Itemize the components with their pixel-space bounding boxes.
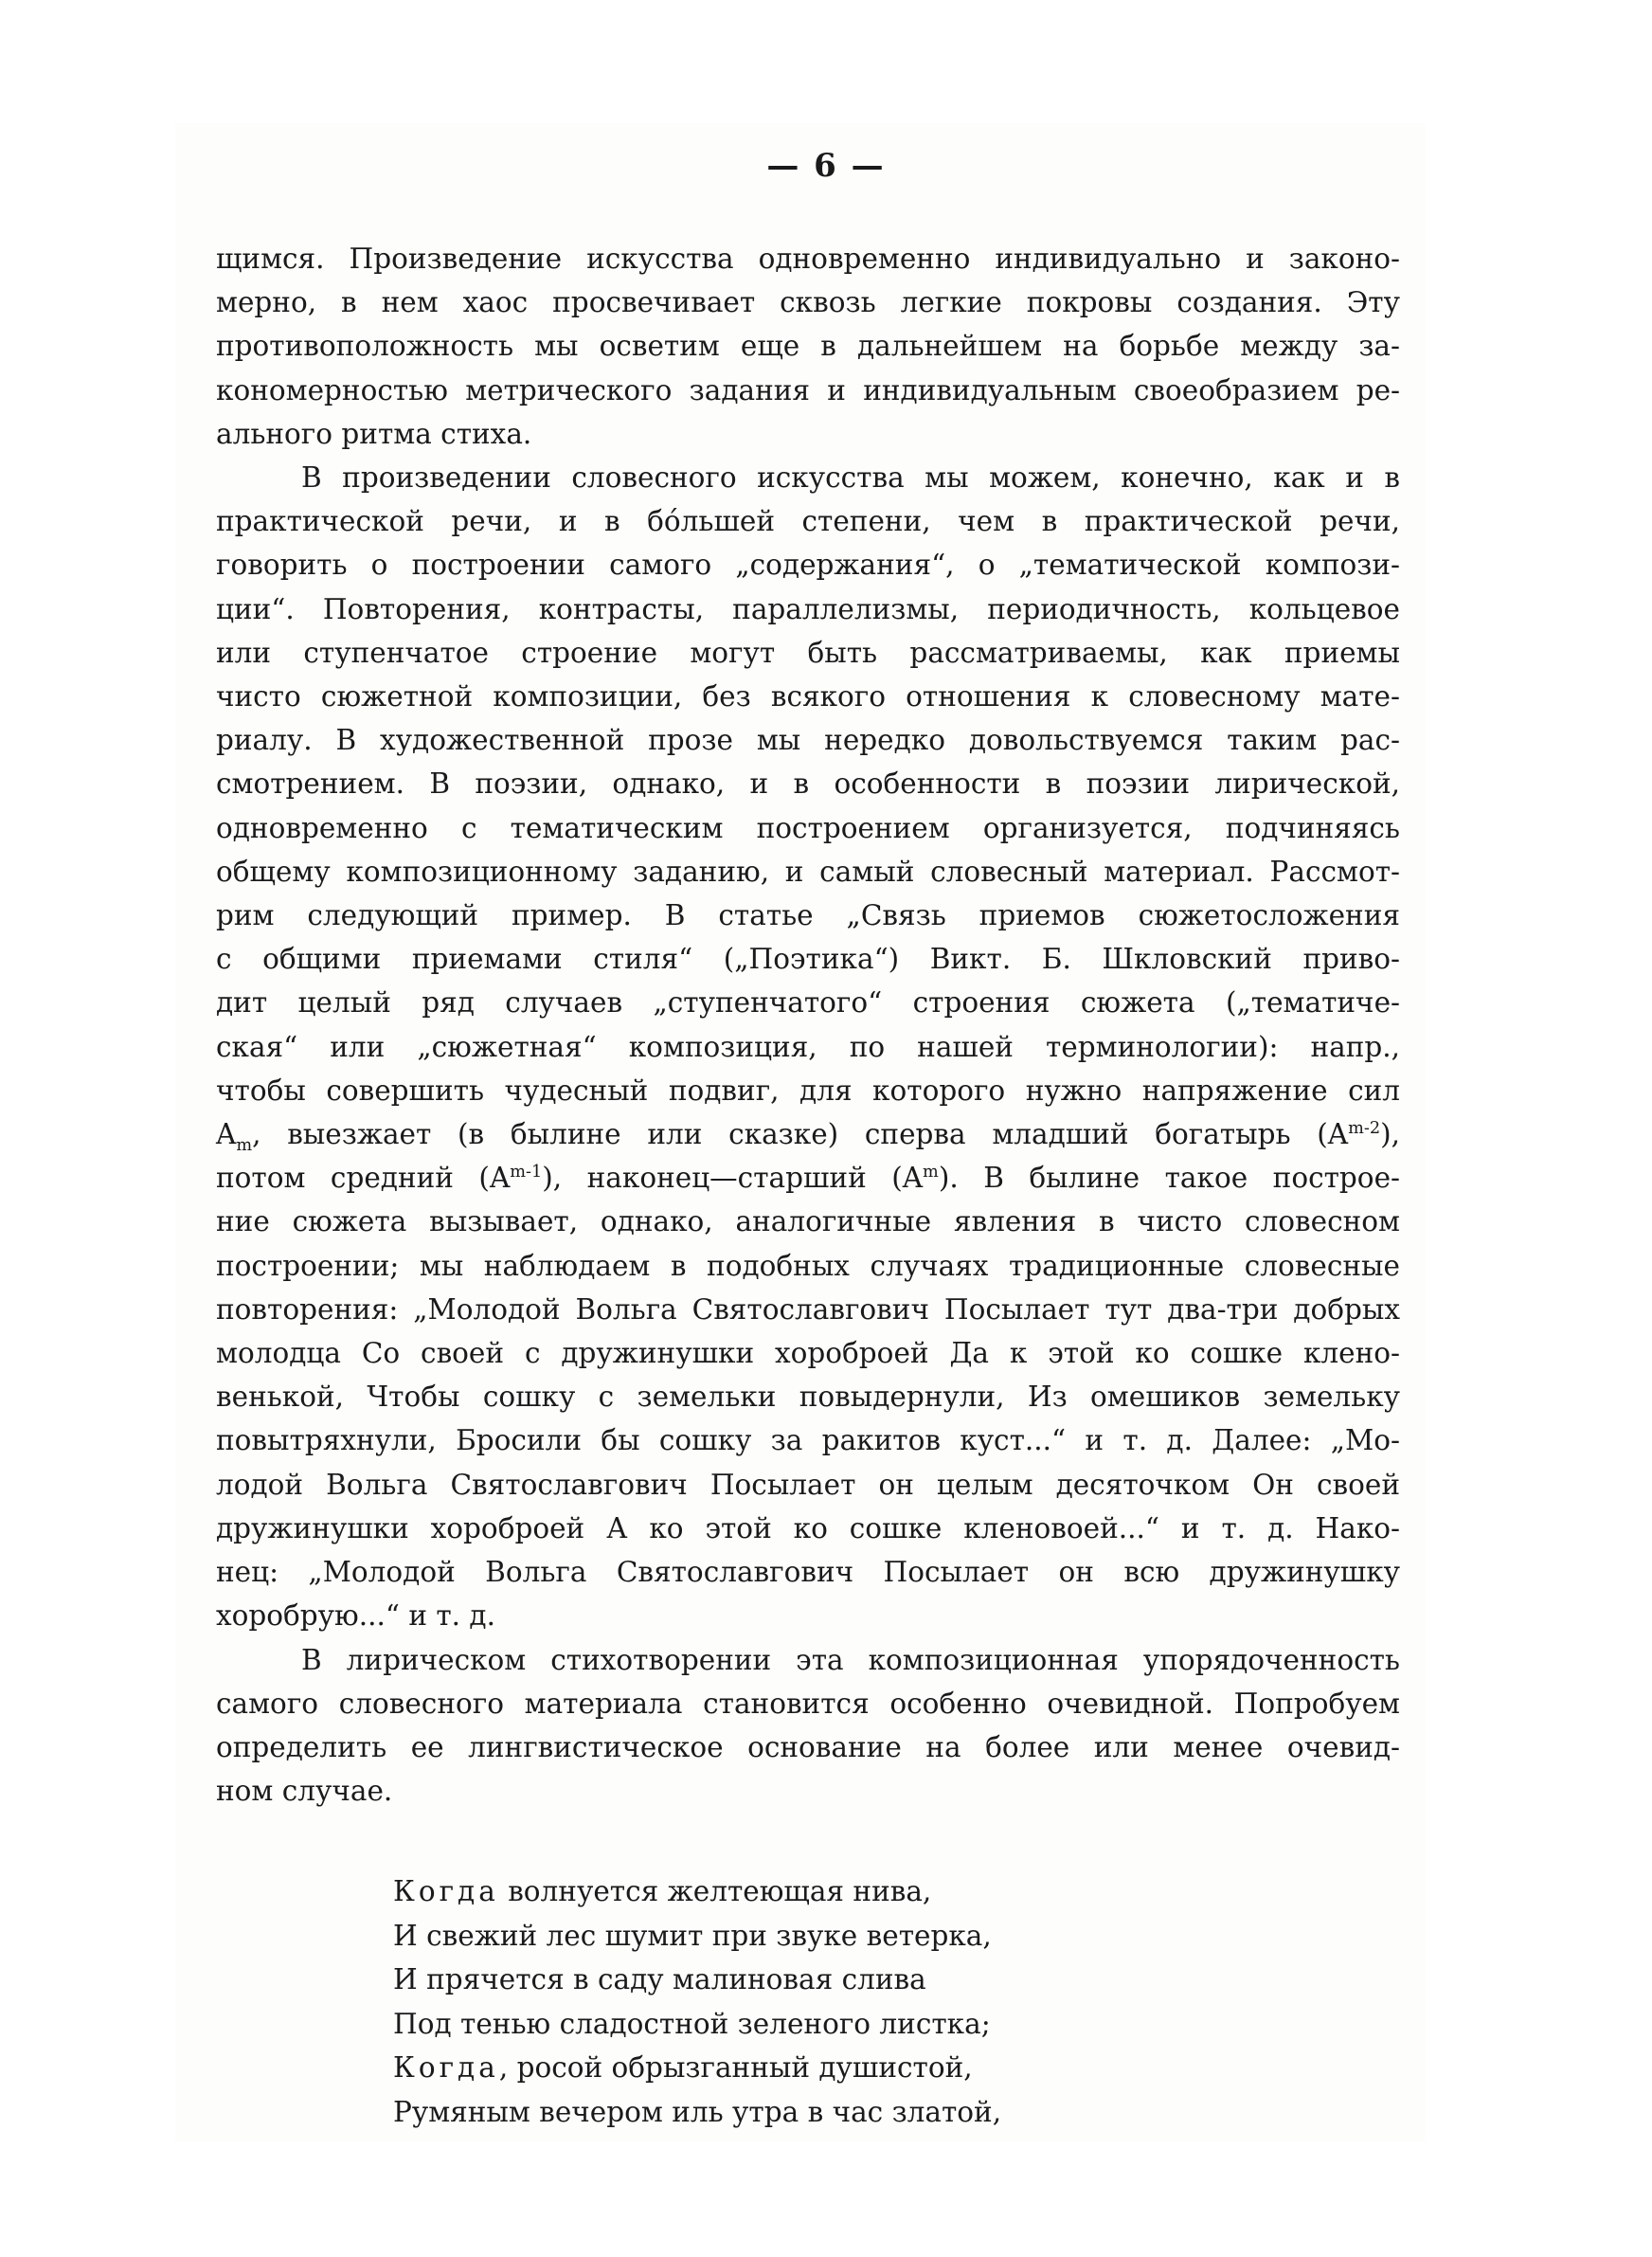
- formula-superscript: m-1: [510, 1163, 543, 1183]
- formula-subscript: m: [236, 1135, 253, 1155]
- text-line: ние сюжета вызывает, однако, аналогичные явления в чисто словесном: [216, 1205, 1400, 1238]
- text-line: самого словесного материала становится особенно очевидной. Попробуем: [216, 1687, 1400, 1720]
- poem-line: Под тенью сладостной зеленого листка;: [393, 2007, 991, 2040]
- formula-text: ),: [1380, 1118, 1400, 1151]
- formula-superscript: m-2: [1348, 1119, 1381, 1139]
- poem-quote: [393, 1869, 1001, 2134]
- text-line: В произведении словесного искусства мы можем, конечно, как и в: [301, 461, 1400, 495]
- poem-line-text: , росой обрызганный душистой,: [498, 2051, 973, 2084]
- text-line: дружинушки хороброей А ко этой ко сошке кленовоей...“ и т. д. Нако-: [216, 1511, 1400, 1544]
- formula-text: ). В былине такое построе-: [938, 1162, 1400, 1195]
- text-line: построении; мы наблюдаем в подобных случаях традиционные словесные: [216, 1249, 1400, 1282]
- text-line: молодца Со своей с дружинушки хороброей Да к этой ко сошке клено-: [216, 1337, 1400, 1370]
- page-number: — 6 —: [766, 147, 886, 185]
- text-line: кономерностью метрического задания и индивидуальным своеобразием ре-: [216, 373, 1400, 406]
- poem-line-text: волнуется желтеющая нива,: [498, 1875, 932, 1907]
- formula-text: потом средний (A: [216, 1162, 511, 1195]
- text-line-with-formula: [216, 1156, 1400, 1200]
- text-line: чисто сюжетной композиции, без всякого отношения к словесному мате-: [216, 680, 1400, 713]
- formula-text: , выезжает (в былине или сказке) сперва младший богатырь (A: [252, 1118, 1349, 1151]
- text-line: щимся. Произведение искусства одновременно индивидуально и законо-: [216, 243, 1400, 275]
- body-text: [216, 237, 1400, 1813]
- text-line: повытряхнули, Бросили бы сошку за ракитов куст...“ и т. д. Далее: „Мо-: [216, 1424, 1400, 1457]
- text-line: мерно, в нем хаос просвечивает сквозь легкие покровы создания. Эту: [216, 286, 1400, 319]
- text-line: ном случае.: [216, 1775, 393, 1808]
- text-line: ального ритма стиха.: [216, 417, 532, 450]
- spaced-word: Когда: [393, 1875, 499, 1907]
- text-line: риалу. В художественной прозе мы нередко довольствуемся таким рас-: [216, 724, 1400, 757]
- text-line: смотрением. В поэзии, однако, и в особенности в поэзии лирической,: [216, 767, 1400, 801]
- text-line: общему композиционному заданию, и самый словесный материал. Рассмот-: [216, 855, 1400, 888]
- formula-text: A: [216, 1118, 237, 1151]
- text-line: хоробрую...“ и т. д.: [216, 1599, 495, 1633]
- text-line: противоположность мы осветим еще в дальнейшем на борьбе между за-: [216, 330, 1400, 363]
- text-line: чтобы совершить чудесный подвиг, для которого нужно напряжение сил: [216, 1074, 1400, 1107]
- text-line: дит целый ряд случаев „ступенчатого“ строения сюжета („тематиче-: [216, 986, 1400, 1020]
- poem-line: И свежий лес шумит при звуке ветерка,: [393, 1919, 992, 1952]
- text-line-with-formula: [216, 1112, 1400, 1156]
- text-line: В лирическом стихотворении эта композиционная упорядоченность: [301, 1643, 1400, 1676]
- poem-line: [393, 1869, 1001, 1914]
- text-line: ская“ или „сюжетная“ композиция, по нашей терминологии): напр.,: [216, 1030, 1400, 1063]
- text-line: одновременно с тематическим построением организуется, подчиняясь: [216, 811, 1400, 844]
- text-line: венькой, Чтобы сошку с земельки повыдернули, Из омешиков земельку: [216, 1381, 1400, 1414]
- poem-line: И прячется в саду малиновая слива: [393, 1963, 926, 1995]
- text-line: повторения: „Молодой Вольга Святославгович Посылает тут два-три добрых: [216, 1292, 1400, 1326]
- poem-line: [393, 2046, 1001, 2090]
- text-line: нец: „Молодой Вольга Святославгович Посылает он всю дружинушку: [216, 1556, 1400, 1589]
- text-line: ции“. Повторения, контрасты, параллелизмы, периодичность, кольцевое: [216, 592, 1400, 625]
- poem-line: Румяным вечером иль утра в час златой,: [393, 2095, 1002, 2128]
- text-line: определить ее лингвистическое основание на более или менее очевид-: [216, 1730, 1400, 1763]
- text-line: говорить о построении самого „содержания“, о „тематической компози-: [216, 549, 1400, 582]
- text-line: с общими приемами стиля“ („Поэтика“) Викт. Б. Шкловский приво-: [216, 943, 1400, 976]
- spaced-word: Когда: [393, 2051, 499, 2084]
- text-line: рим следующий пример. В статье „Связь приемов сюжетосложения: [216, 899, 1400, 932]
- formula-superscript: m: [923, 1163, 939, 1183]
- text-line: лодой Вольга Святославгович Посылает он целым десяточком Он своей: [216, 1468, 1400, 1501]
- formula-text: ), наконец—старший (A: [542, 1162, 924, 1195]
- text-line: или ступенчатое строение могут быть рассматриваемы, как приемы: [216, 636, 1400, 669]
- text-line: практической речи, и в бо́льшей степени, чем в практической речи,: [216, 505, 1400, 538]
